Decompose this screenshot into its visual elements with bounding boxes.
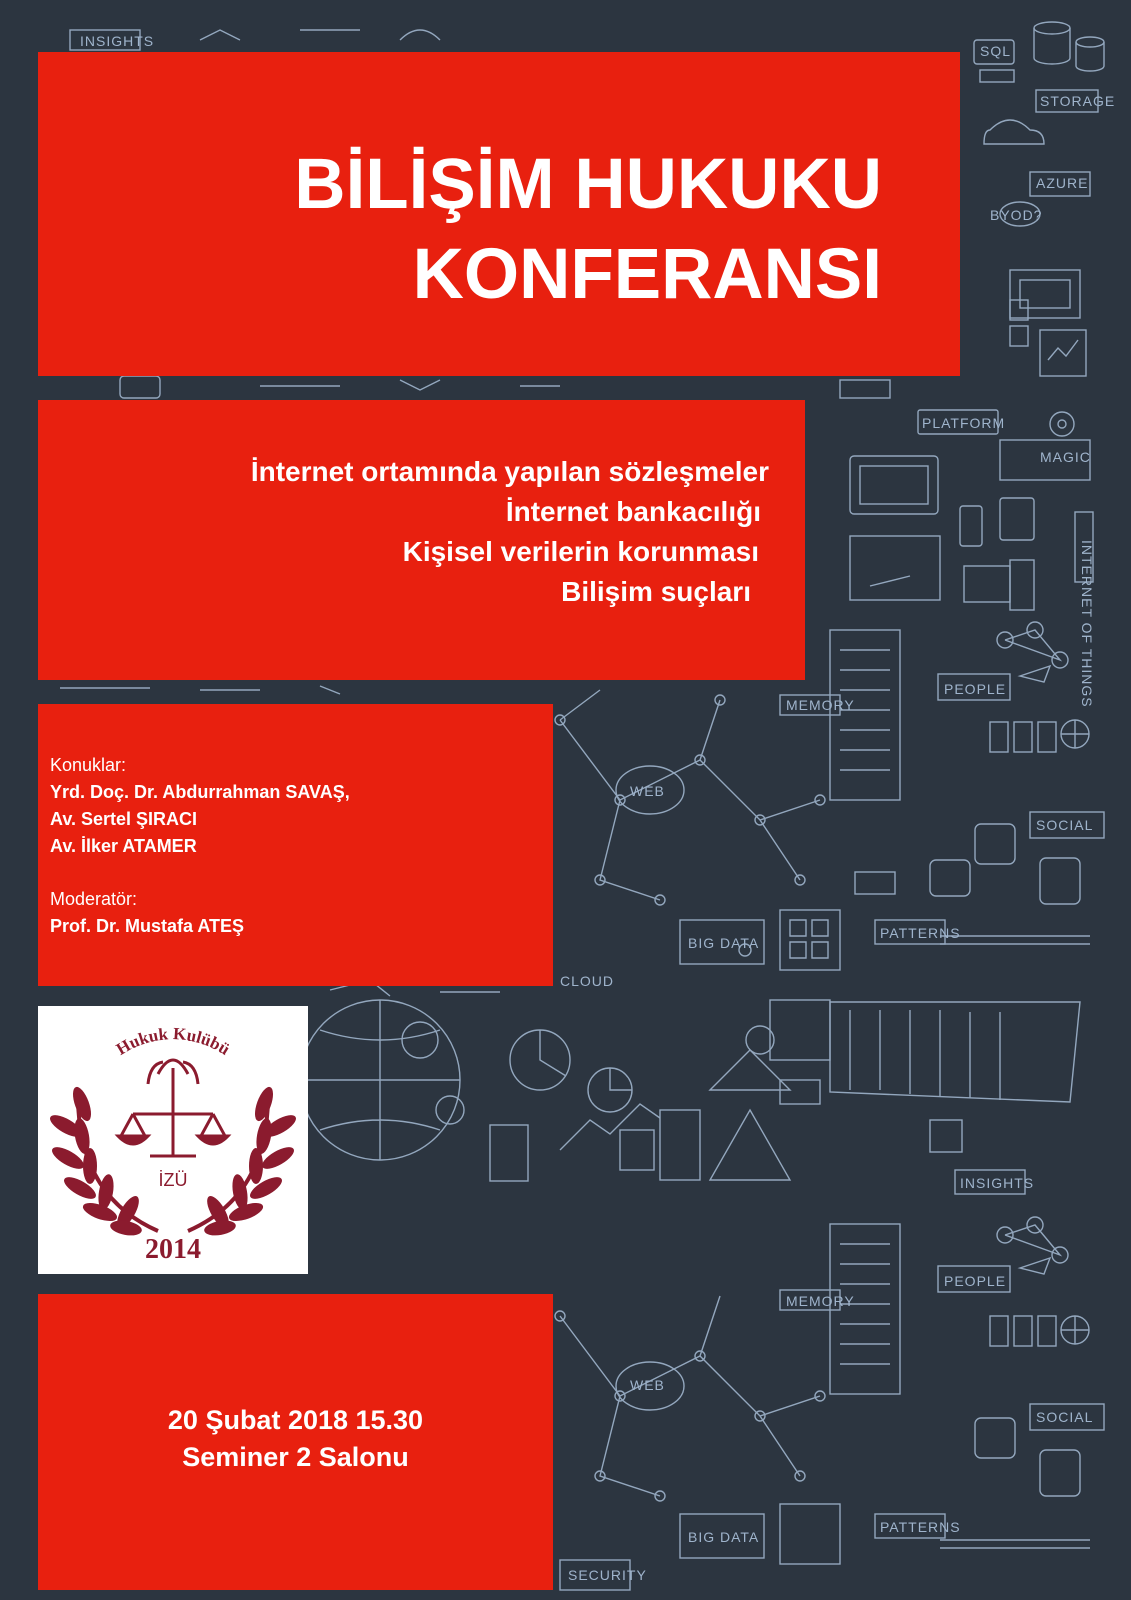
moderator-label: Moderatör:	[50, 889, 138, 909]
title-line-1: BİLİŞİM HUKUKU	[294, 145, 882, 224]
background-sketch-label: INTERNET OF THINGS	[1079, 540, 1095, 708]
background-sketch-label: INSIGHTS	[960, 1175, 1035, 1191]
moderator-name: Prof. Dr. Mustafa ATEŞ	[50, 916, 245, 936]
title-line-2: KONFERANSI	[412, 235, 882, 314]
background-sketch-label: PEOPLE	[944, 681, 1007, 697]
background-sketch-label: MEMORY	[786, 697, 855, 713]
background-sketch-label: BIG DATA	[688, 935, 760, 951]
logo-club-name: Hukuk Kulübü	[112, 1024, 234, 1059]
club-logo	[38, 1006, 308, 1274]
event-date-time: 20 Şubat 2018 15.30	[167, 1405, 424, 1435]
background-sketch-label: AZURE	[1036, 175, 1089, 191]
event-info	[38, 1402, 553, 1476]
background-sketch-label: INSIGHTS	[80, 33, 155, 49]
background-sketch-label: MAGIC	[1040, 449, 1091, 465]
event-panel	[38, 1294, 553, 1590]
background-sketch-label: PLATFORM	[922, 415, 1006, 431]
scales-of-justice-icon	[118, 1060, 228, 1156]
background-sketch-label: SQL	[980, 43, 1012, 59]
topic-item: İnternet ortamında yapılan sözleşmeler	[250, 456, 769, 487]
logo-abbr: İZÜ	[158, 1170, 188, 1190]
logo-year: 2014	[145, 1234, 201, 1265]
guests-panel	[38, 704, 553, 986]
topic-item: Kişisel verilerin korunması	[402, 536, 759, 567]
background-sketch-label: CLOUD	[560, 973, 615, 989]
background-sketch-label: PATTERNS	[880, 1519, 961, 1535]
background-sketch-label: WEB	[630, 783, 665, 799]
background-sketch-label: SECURITY	[568, 1567, 647, 1583]
background-sketch-label: SOCIAL	[1036, 817, 1094, 833]
svg-text:Hukuk Kulübü	[113, 1024, 233, 1059]
guest-name: Yrd. Doç. Dr. Abdurrahman SAVAŞ,	[50, 782, 350, 802]
background-sketch-label: SOCIAL	[1036, 1409, 1094, 1425]
right-laurel-icon	[188, 1085, 299, 1238]
background-sketch-label: BIG DATA	[688, 1529, 760, 1545]
guest-name: Av. Sertel ŞIRACI	[50, 809, 198, 829]
event-venue: Seminer 2 Salonu	[182, 1442, 409, 1472]
background-sketch-label: PEOPLE	[944, 1273, 1007, 1289]
topics-panel	[38, 400, 805, 680]
background-sketch-label: WEB	[630, 1377, 665, 1393]
background-sketch-label: BYOD?	[990, 207, 1043, 223]
topics-list	[251, 452, 769, 612]
left-laurel-icon	[47, 1085, 158, 1238]
title-panel	[38, 52, 960, 376]
guest-name: Av. İlker ATAMER	[50, 836, 197, 856]
background-sketch-label: STORAGE	[1040, 93, 1116, 109]
background-sketch-label: MEMORY	[786, 1293, 855, 1309]
laurel-wreath-logo-icon	[38, 1006, 308, 1274]
topic-item: Bilişim suçları	[561, 576, 751, 607]
topic-item: İnternet bankacılığı	[505, 496, 761, 527]
guests-label: Konuklar:	[50, 755, 127, 775]
conference-title	[294, 140, 882, 320]
background-sketch-label: PATTERNS	[880, 925, 961, 941]
